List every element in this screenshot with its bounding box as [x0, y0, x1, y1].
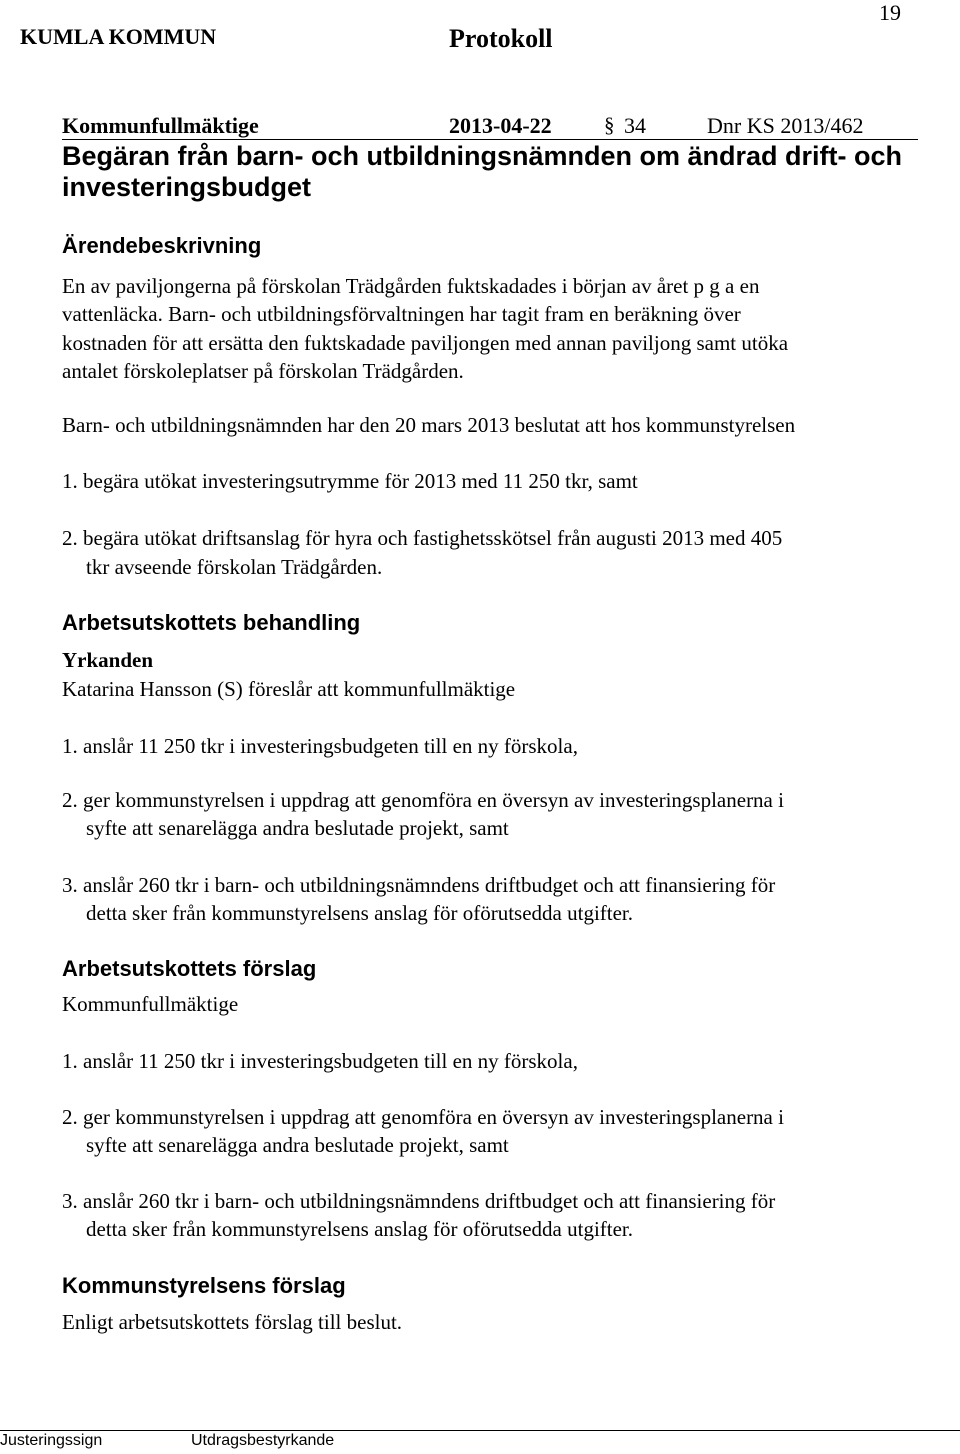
- subheading-yrkanden: Yrkanden: [62, 648, 154, 672]
- section-heading-ks-forslag: Kommunstyrelsens förslag: [62, 1273, 346, 1298]
- list-item: 1. anslår 11 250 tkr i investeringsbudgeten till en ny förskola,: [62, 1049, 578, 1073]
- footer-signature-label: Justeringssign: [0, 1432, 103, 1449]
- list-item-continuation: detta sker från kommunstyrelsens anslag för oförutsedda utgifter.: [86, 901, 634, 925]
- list-item: 2. ger kommunstyrelsen i uppdrag att genomföra en översyn av investeringsplanerna i: [62, 788, 784, 812]
- list-item: 2. ger kommunstyrelsen i uppdrag att genomföra en översyn av investeringsplanerna i: [62, 1105, 784, 1129]
- list-item: 1. anslår 11 250 tkr i investeringsbudgeten till en ny förskola,: [62, 734, 578, 758]
- municipality-name: KUMLA KOMMUN: [20, 24, 217, 49]
- page-title: Begäran från barn- och utbildningsnämnden om ändrad drift- och investeringsbudget: [62, 141, 903, 202]
- paragraph-line: En av paviljongerna på förskolan Trädgården fuktskadades i början av året p g a en: [62, 274, 760, 298]
- paragraph-line: antalet förskoleplatser på förskolan Trädgården.: [62, 359, 464, 383]
- paragraph-line: Enligt arbetsutskottets förslag till beslut.: [62, 1310, 403, 1334]
- section-heading-au-behandling: Arbetsutskottets behandling: [62, 610, 361, 635]
- list-item: 1. begära utökat investeringsutrymme för 2013 med 11 250 tkr, samt: [62, 469, 638, 493]
- paragraph-line: Kommunfullmäktige: [62, 992, 239, 1016]
- list-item-continuation: syfte att senarelägga andra beslutade projekt, samt: [86, 1133, 509, 1157]
- paragraph-line: Barn- och utbildningsnämnden har den 20 mars 2013 beslutat att hos kommunstyrelsen: [62, 413, 796, 437]
- case-number: Dnr KS 2013/462: [707, 113, 864, 138]
- list-item-continuation: tkr avseende förskolan Trädgården.: [86, 555, 383, 579]
- paragraph-line: Katarina Hansson (S) föreslår att kommunfullmäktige: [62, 677, 516, 701]
- section-symbol: §: [604, 113, 615, 137]
- list-item-continuation: detta sker från kommunstyrelsens anslag för oförutsedda utgifter.: [86, 1217, 634, 1241]
- paragraph-number: 34: [624, 113, 646, 138]
- paragraph-line: kostnaden för att ersätta den fuktskadade paviljongen med annan paviljong samt utöka: [62, 331, 789, 355]
- footer-divider: [0, 1430, 960, 1431]
- meeting-date: 2013-04-22: [449, 113, 552, 138]
- meeting-body: Kommunfullmäktige: [62, 113, 259, 138]
- list-item-continuation: syfte att senarelägga andra beslutade projekt, samt: [86, 816, 509, 840]
- document-type: Protokoll: [449, 24, 553, 53]
- list-item: 3. anslår 260 tkr i barn- och utbildningsnämndens driftbudget och att finansiering för: [62, 1189, 776, 1213]
- list-item: 2. begära utökat driftsanslag för hyra och fastighetsskötsel från augusti 2013 med 405: [62, 526, 783, 550]
- footer-certification-label: Utdragsbestyrkande: [191, 1432, 335, 1449]
- header-divider: [62, 139, 918, 140]
- paragraph-line: vattenläcka. Barn- och utbildningsförvaltningen har tagit fram en beräkning över: [62, 302, 741, 326]
- section-heading-au-forslag: Arbetsutskottets förslag: [62, 956, 317, 981]
- page-number: 19: [879, 0, 901, 25]
- section-heading-arendebeskrivning: Ärendebeskrivning: [62, 233, 262, 258]
- list-item: 3. anslår 260 tkr i barn- och utbildningsnämndens driftbudget och att finansiering för: [62, 873, 776, 897]
